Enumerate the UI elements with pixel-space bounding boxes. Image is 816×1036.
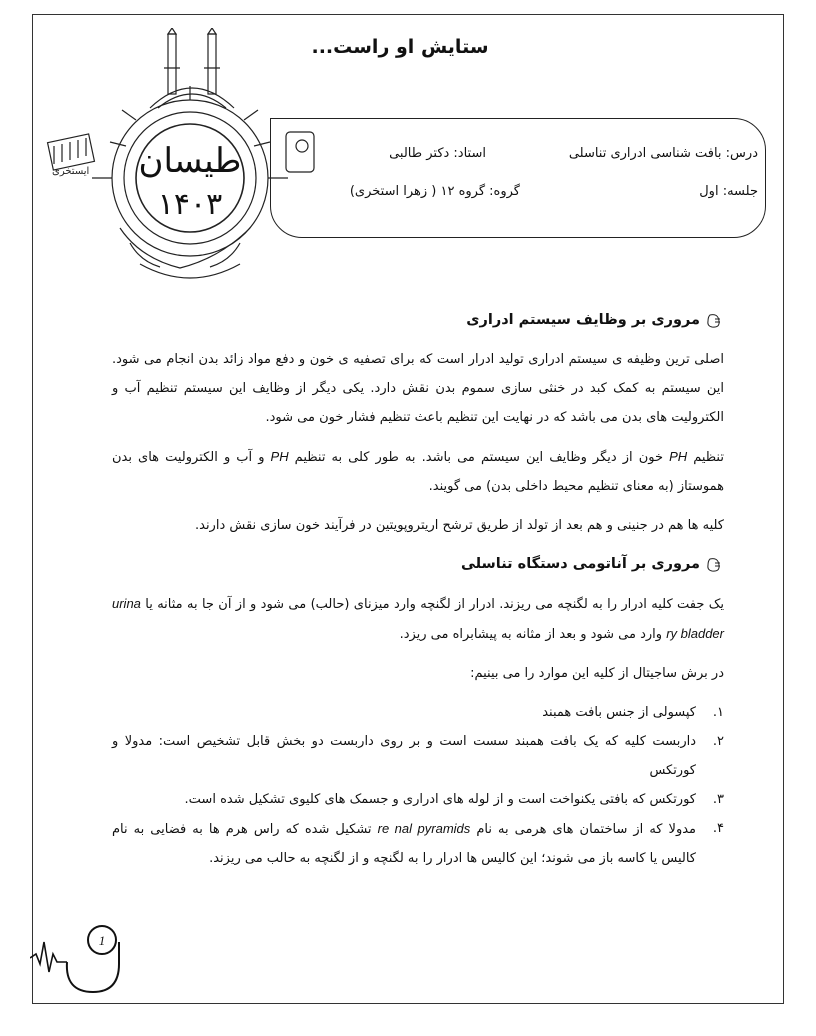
- session-field: جلسه: اول: [699, 184, 758, 199]
- list-item: ۴. مدولا که از ساختمان های هرمی به نام re nal pyramids تشکیل شده که راس هرم ها به فضایی به نام کالیس یا کاسه باز می شوند؛ این کالیس ها ادرار را به لگنچه و از لگنچه به حالب می ریزند.: [112, 821, 724, 866]
- tilesan-emblem-logo: [40, 28, 320, 288]
- list-item: ۳. کورتکس که بافتی یکنواخت است و از لوله های ادراری و جسمک های کلیوی تشکیل شده است.: [184, 792, 724, 807]
- paragraph-urinary-intro: اصلی ترین وظیفه ی سیستم ادراری تولید ادرار است که برای تصفیه ی خون و دفع مواد زائد بدن انجام می شود. این سیستم به کمک کبد در خنثی سازی سموم بدن نقش دارد. یکی دیگر از وظایف این سیستم تنظیم آب و الکترولیت های بدن می باشد که در نهایت این تنظیم باعث تنظیم فشار خون می شود.: [112, 352, 724, 425]
- kidney-icon: [706, 312, 724, 330]
- emblem-main-text: طیسان: [138, 141, 242, 181]
- kidney-parts-list: [112, 698, 724, 873]
- list-item: ۱. کپسولی از جنس بافت همبند: [542, 705, 724, 720]
- page-title: ستایش او راست...: [311, 36, 489, 58]
- paragraph-urine-path: یک جفت کلیه ادرار را به لگنچه می ریزند. ادرار از لگنچه وارد میزنای (حالب) می شود و از آن جا به مثانه یا urina ry bladder وارد می شود و بعد از مثانه به پیشابراه می ریزد.: [112, 596, 724, 642]
- course-info-box: [270, 118, 766, 238]
- section-heading-anatomy: مروری بر آناتومی دستگاه تناسلی: [112, 550, 724, 579]
- stethoscope-icon: [30, 922, 140, 1002]
- page-number: 1: [98, 933, 106, 948]
- group-field: گروه: گروه ۱۲ ( زهرا استخری): [349, 184, 520, 199]
- course-field: درس: بافت شناسی ادراری تناسلی: [568, 146, 758, 161]
- paragraph-erythropoietin: کلیه ها هم در جنینی و هم بعد از تولد از طریق ترشح اریتروپویتین در فرآیند خون سازی نقش دارند.: [194, 518, 724, 533]
- main-content: [112, 306, 724, 873]
- teacher-field: استاد: دکتر طالبی: [389, 146, 486, 161]
- emblem-side-text: ایستخری: [52, 166, 90, 177]
- list-item: ۲. داربست کلیه که یک بافت همبند سست است و بر روی داربست دو بخش قابل تشخیص است: مدولا و کورتکس: [112, 734, 724, 778]
- emblem-year-text: ۱۴۰۳: [157, 187, 223, 222]
- paragraph-sagittal-intro: در برش ساجیتال از کلیه این موارد را می بینیم:: [470, 666, 724, 681]
- kidney-icon: [706, 556, 724, 574]
- section-heading-urinary-functions: مروری بر وظایف سیستم ادراری: [112, 306, 724, 335]
- paragraph-ph-regulation: تنظیم PH خون از دیگر وظایف این سیستم می باشد. به طور کلی به تنظیم PH و آب و الکترولیت های بدن هموستاز (به معنای تنظیم محیط داخلی بدن) می گویند.: [112, 449, 724, 494]
